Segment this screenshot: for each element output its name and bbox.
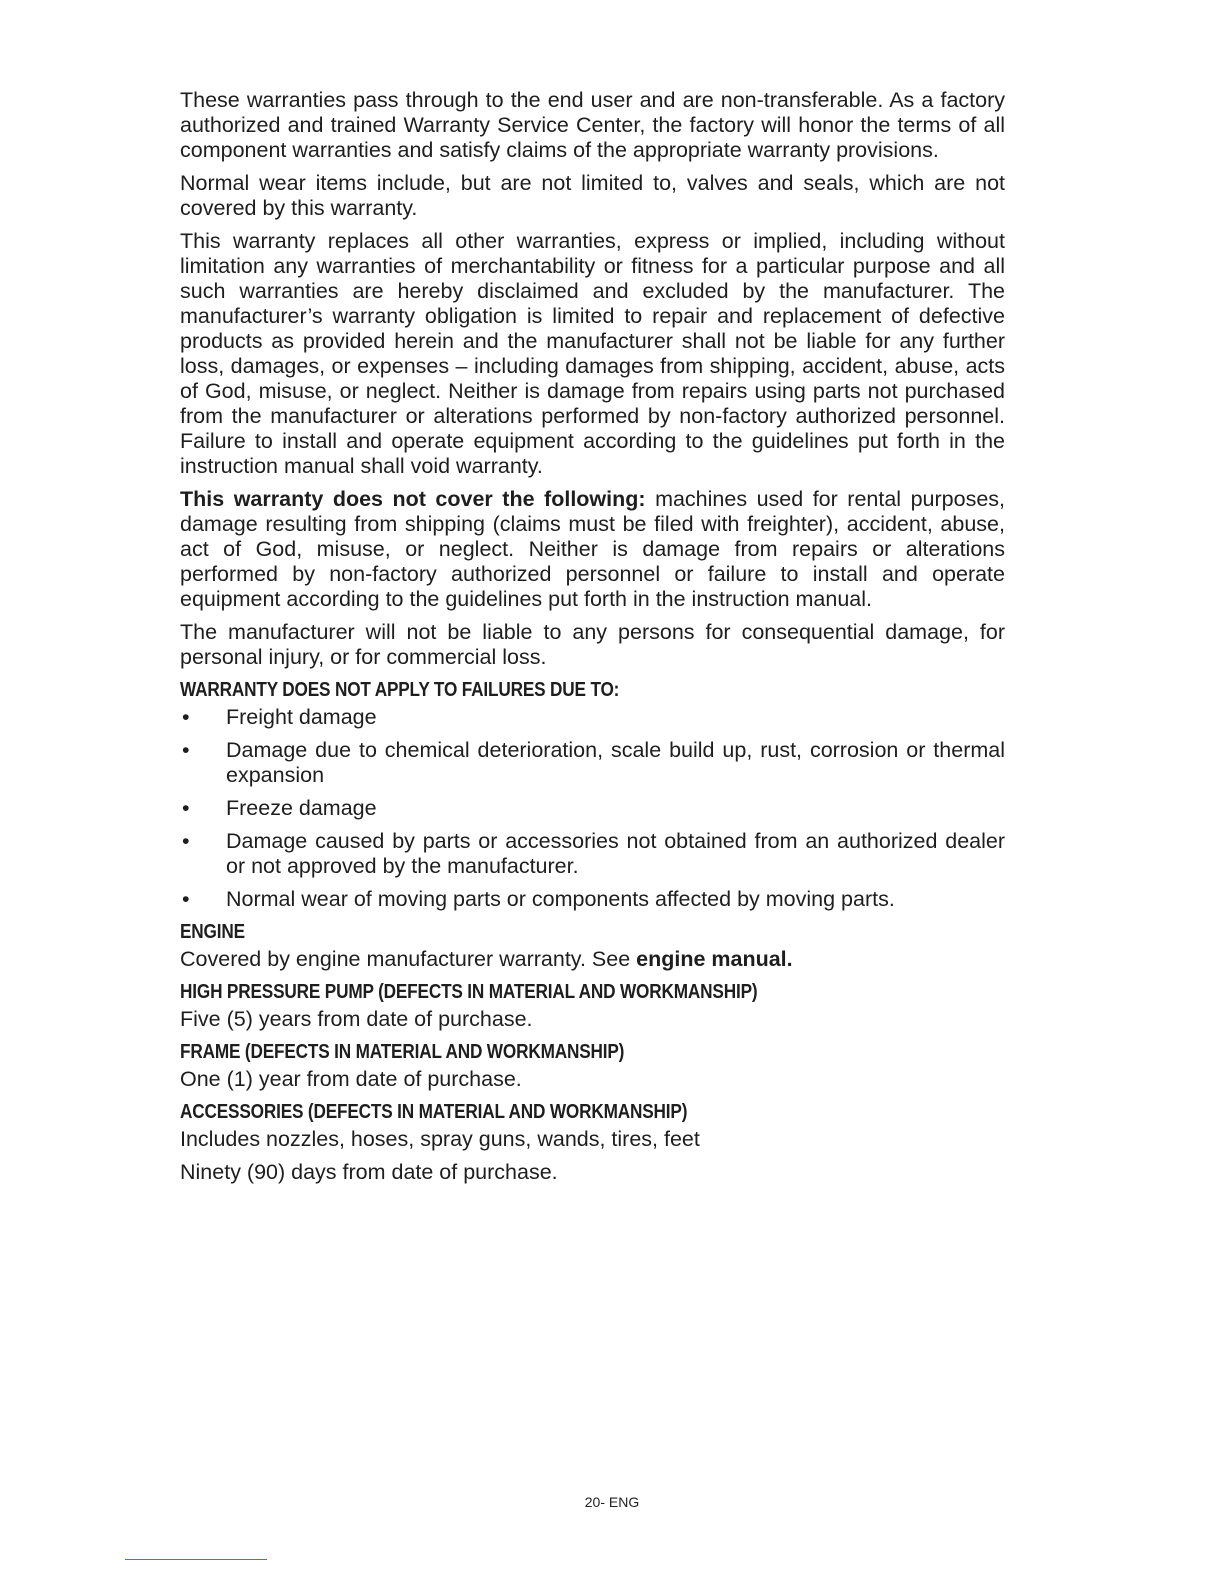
paragraph-not-covered bbox=[180, 487, 1005, 612]
failures-list bbox=[180, 705, 1005, 912]
list-item-text: Normal wear of moving parts or components affected by moving parts. bbox=[226, 887, 895, 911]
engine-text bbox=[180, 947, 1005, 972]
bullet-icon: • bbox=[182, 796, 190, 820]
bullet-icon: • bbox=[182, 738, 190, 762]
paragraph-normal-wear: Normal wear items include, but are not limited to, valves and seals, which are not covered by this warranty. bbox=[180, 171, 1005, 220]
list-item bbox=[180, 738, 1005, 788]
engine-heading: ENGINE bbox=[180, 921, 245, 943]
list-item-text: Damage caused by parts or accessories not obtained from an authorized dealer or not approved by the manufacturer. bbox=[226, 829, 1005, 878]
failures-heading: WARRANTY DOES NOT APPLY TO FAILURES DUE TO: bbox=[180, 679, 620, 701]
paragraph-liability: The manufacturer will not be liable to any persons for consequential damage, for personal injury, or for commercial loss. bbox=[180, 620, 1005, 669]
list-item bbox=[180, 705, 1005, 730]
accessories-duration: Ninety (90) days from date of purchase. bbox=[180, 1160, 558, 1184]
frame-heading: FRAME (DEFECTS IN MATERIAL AND WORKMANSHIP) bbox=[180, 1041, 625, 1063]
list-item-text: Damage due to chemical deterioration, scale build up, rust, corrosion or thermal expansion bbox=[226, 738, 1005, 787]
list-item bbox=[180, 887, 1005, 912]
paragraph-warranty-replaces: This warranty replaces all other warranties, express or implied, including without limitation any warranties of merchantability or fitness for a particular purpose and all such warranties are hereby disclaimed and excluded by the manufacturer. The manufacturer’s warranty obligation is limited to repair and replacement of defective products as provided herein and the manufacturer shall not be liable for any further loss, damages, or expenses – including damages from shipping, accident, abuse, acts of God, misuse, or neglect. Neither is damage from repairs using parts not purchased from the manufacturer or alterations performed by non-factory authorized personnel. Failure to install and operate equipment according to the guidelines put forth in the instruction manual shall void warranty. bbox=[180, 229, 1005, 478]
not-covered-lead: This warranty does not cover the following: bbox=[180, 487, 646, 511]
accessories-heading: ACCESSORIES (DEFECTS IN MATERIAL AND WORKMANSHIP) bbox=[180, 1101, 688, 1123]
list-item-text: Freeze damage bbox=[226, 796, 377, 820]
frame-text: One (1) year from date of purchase. bbox=[180, 1067, 522, 1091]
accessories-includes: Includes nozzles, hoses, spray guns, wands, tires, feet bbox=[180, 1127, 700, 1151]
paragraph-transferability: These warranties pass through to the end user and are non-transferable. As a factory authorized and trained Warranty Service Center, the factory will honor the terms of all component warranties and satisfy claims of the appropriate warranty provisions. bbox=[180, 88, 1005, 162]
list-item bbox=[180, 796, 1005, 821]
bullet-icon: • bbox=[182, 829, 190, 853]
bullet-icon: • bbox=[182, 705, 190, 729]
engine-manual-reference: engine manual. bbox=[636, 947, 793, 971]
list-item bbox=[180, 829, 1005, 879]
list-item-text: Freight damage bbox=[226, 705, 377, 729]
pump-heading: HIGH PRESSURE PUMP (DEFECTS IN MATERIAL AND WORKMANSHIP) bbox=[180, 981, 758, 1003]
pump-text: Five (5) years from date of purchase. bbox=[180, 1007, 533, 1031]
warranty-page bbox=[180, 88, 1005, 1193]
bottom-rule-divider bbox=[125, 1559, 267, 1560]
page-number: 20- ENG bbox=[584, 1494, 640, 1510]
bullet-icon: • bbox=[182, 887, 190, 911]
engine-text-body: Covered by engine manufacturer warranty. See bbox=[180, 947, 637, 971]
not-covered-body: machines used for rental purposes, damage resulting from shipping (claims must be filed with freighter), accident, abuse, act of God, misuse, or neglect. Neither is damage from repairs or alterations performed by non-factory authorized personnel or failure to install and operate equipment according to the guidelines put forth in the instruction manual. bbox=[180, 487, 1006, 611]
